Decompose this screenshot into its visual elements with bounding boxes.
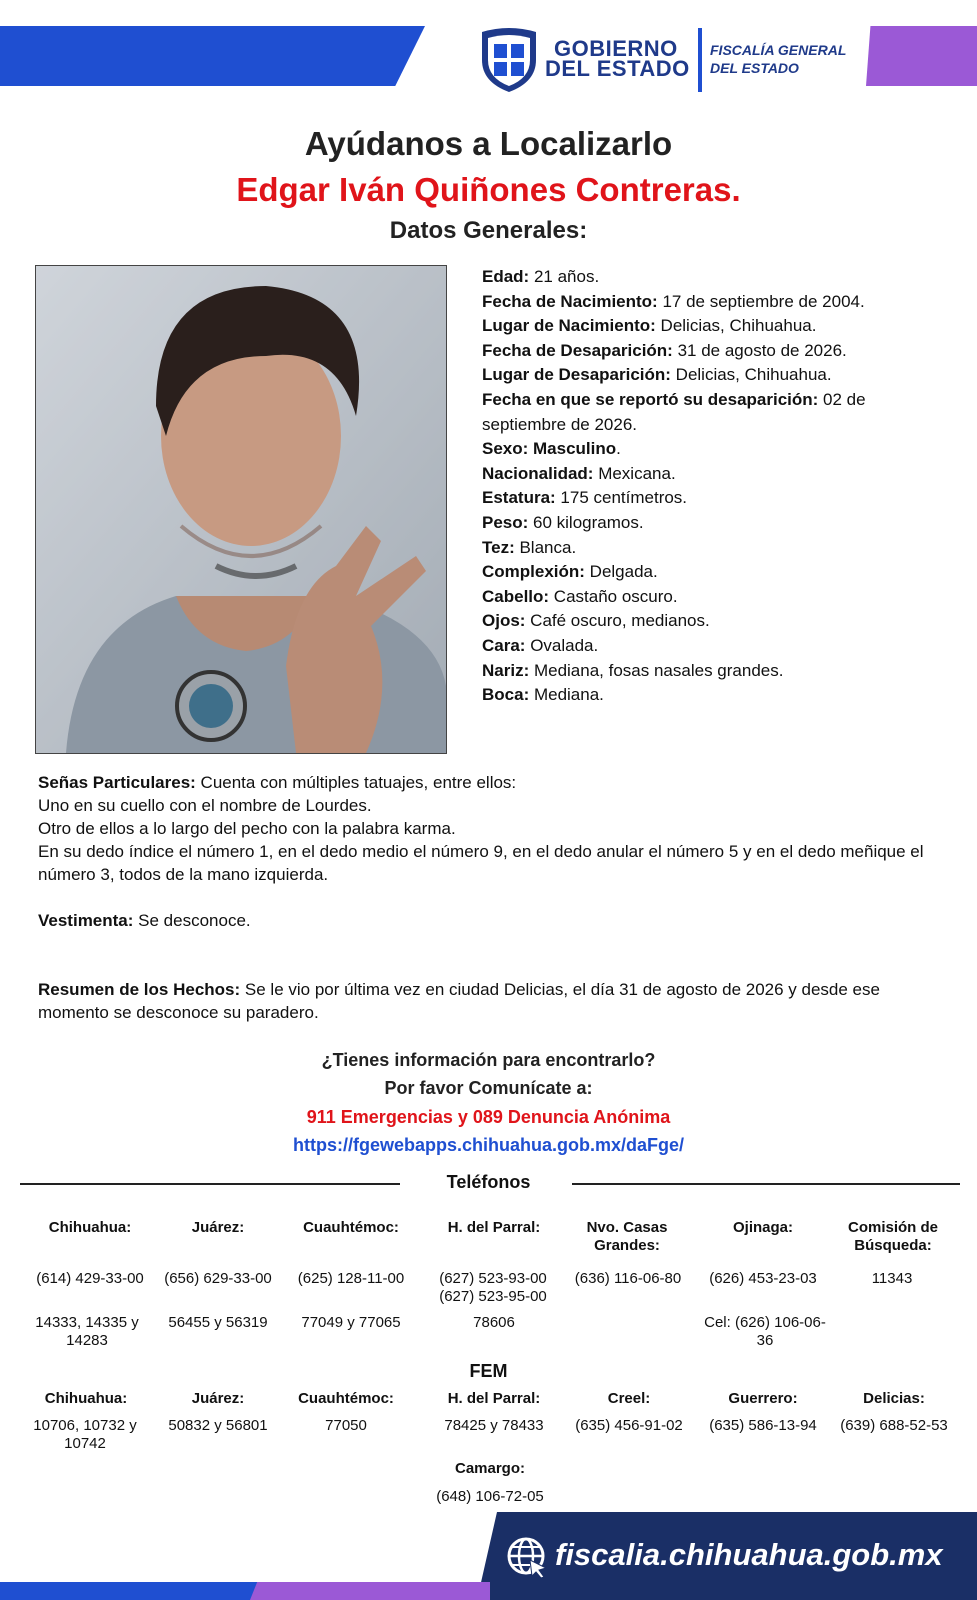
- fem-value: (639) 688-52-53: [840, 1417, 948, 1434]
- person-details: [482, 265, 952, 708]
- detail-value: Mediana, fosas nasales grandes.: [529, 660, 784, 680]
- globe-cursor-icon: [506, 1536, 548, 1578]
- fiscalia-line1: FISCALÍA GENERAL: [710, 42, 847, 58]
- detail-row: [482, 265, 952, 290]
- detail-label: Boca:: [482, 685, 530, 705]
- detail-label: Fecha de Nacimiento:: [482, 291, 658, 311]
- detail-label: Lugar de Nacimiento:: [482, 316, 656, 336]
- detail-label: Estatura:: [482, 488, 556, 508]
- senas-line4: En su dedo índice el número 1, en el dedo medio el número 9, en el dedo anular el número 5 y en el dedo meñique el número 3, todos de la mano izquierda.: [38, 842, 924, 884]
- detail-row: [482, 560, 952, 585]
- phone-city: Juárez:: [191, 1219, 245, 1236]
- detail-row: [482, 609, 952, 634]
- detail-value: 02 de septiembre de 2026.: [482, 389, 866, 434]
- fem-heading: FEM: [469, 1361, 508, 1381]
- fem-city: Delicias:: [863, 1390, 925, 1407]
- fem-city: Guerrero:: [728, 1390, 798, 1407]
- fem-value: 50832 y 56801: [168, 1417, 268, 1434]
- phone-city: Chihuahua:: [48, 1219, 132, 1236]
- fem-value: (648) 106-72-05: [436, 1488, 544, 1505]
- fem-city: Camargo:: [454, 1460, 525, 1477]
- detail-value: Delicias, Chihuahua.: [670, 365, 832, 385]
- phone-extension: 56455 y 56319: [168, 1314, 268, 1331]
- missing-person-name: Edgar Iván Quiñones Contreras.: [236, 171, 741, 208]
- fem-value: 77050: [325, 1417, 367, 1434]
- senas-line2: Uno en su cuello con el nombre de Lourdes.: [38, 796, 372, 815]
- phone-number: (614) 429-33-00: [36, 1270, 144, 1287]
- summary: [38, 978, 948, 1024]
- fem-city: Cuauhtémoc:: [298, 1390, 394, 1407]
- detail-value: Café oscuro, medianos.: [525, 611, 710, 631]
- phone-number: (626) 453-23-03: [709, 1270, 817, 1287]
- bottom-purple-band: [250, 1582, 490, 1600]
- detail-row: [482, 363, 952, 388]
- detail-label: Peso:: [482, 512, 529, 532]
- detail-value: Delicias, Chihuahua.: [655, 316, 817, 336]
- detail-label: Fecha en que se reportó su desaparición:: [482, 389, 819, 409]
- phone-number: (625) 128-11-00: [297, 1270, 405, 1287]
- detail-label: Tez:: [482, 537, 515, 557]
- distinguishing-marks: [38, 771, 948, 886]
- phone-city: Comisión de Búsqueda:: [847, 1219, 938, 1254]
- header-purple-band: [866, 26, 977, 86]
- fem-value: 78425 y 78433: [444, 1417, 544, 1434]
- fem-value: (635) 456-91-02: [575, 1417, 683, 1434]
- resumen-label: Resumen de los Hechos:: [38, 980, 241, 999]
- gov-line2: DEL ESTADO: [545, 56, 690, 81]
- detail-label: Cabello:: [482, 586, 550, 606]
- senas-label: Señas Particulares:: [38, 773, 196, 792]
- detail-label: Edad:: [482, 267, 530, 286]
- section-subtitle: Datos Generales:: [389, 217, 588, 244]
- bottom-blue-band: [0, 1582, 260, 1600]
- phone-extension: 14333, 14335 y 14283: [35, 1314, 139, 1349]
- page-title: Ayúdanos a Localizarlo: [304, 125, 673, 162]
- detail-row: [482, 536, 952, 561]
- detail-row: [482, 683, 952, 708]
- fem-value: 10706, 10732 y 10742: [33, 1417, 137, 1452]
- header-divider: [698, 28, 702, 92]
- senas-line1: Cuenta con múltiples tatuajes, entre ellos:: [195, 773, 517, 792]
- detail-row: [482, 339, 952, 364]
- fiscalia-line2: DEL ESTADO: [710, 60, 799, 76]
- detail-label: Nariz:: [482, 660, 530, 680]
- phone-city: Nvo. Casas Grandes:: [586, 1219, 668, 1254]
- fem-city: H. del Parral:: [447, 1390, 541, 1407]
- clothing: [38, 909, 948, 932]
- state-shield-logo: [478, 26, 540, 94]
- detail-value: 175 centímetros.: [555, 488, 688, 508]
- detail-row: [482, 314, 952, 339]
- fem-city: Creel:: [607, 1390, 651, 1407]
- detail-row: [482, 634, 952, 659]
- report-link[interactable]: https://fgewebapps.chihuahua.gob.mx/daFge/: [292, 1135, 685, 1155]
- phone-extension: Cel: (626) 106-06-36: [704, 1314, 826, 1349]
- phone-extension: 78606: [473, 1314, 515, 1331]
- phone-number: (627) 523-93-00 (627) 523-95-00: [439, 1270, 547, 1305]
- detail-row: [482, 659, 952, 684]
- detail-value: 21 años.: [529, 267, 600, 286]
- resumen-value: Se le vio por última vez en ciudad Delicias, el día 31 de agosto de 2026 y desde ese momento se desconoce su paradero.: [38, 980, 880, 1022]
- phone-city: H. del Parral:: [447, 1219, 541, 1236]
- detail-row: [482, 585, 952, 610]
- fem-city: Chihuahua:: [44, 1390, 128, 1407]
- phone-number: (636) 116-06-80: [574, 1270, 682, 1287]
- vestimenta-value: Se desconoce.: [133, 911, 251, 930]
- detail-row: [482, 388, 952, 437]
- phone-number: 11343: [871, 1270, 913, 1287]
- detail-label: Nacionalidad:: [482, 463, 594, 483]
- detail-value: Mexicana.: [593, 463, 676, 483]
- phone-number: (656) 629-33-00: [164, 1270, 272, 1287]
- senas-line3: Otro de ellos a lo largo del pecho con la palabra karma.: [38, 819, 456, 838]
- detail-label: Fecha de Desaparición:: [482, 340, 673, 360]
- phones-heading: Teléfonos: [446, 1172, 531, 1192]
- detail-value: Delgada.: [584, 562, 658, 582]
- fem-value: (635) 586-13-94: [709, 1417, 817, 1434]
- detail-row: [482, 486, 952, 511]
- detail-row: [482, 437, 952, 462]
- detail-value: Ovalada.: [525, 635, 599, 655]
- detail-row: [482, 511, 952, 536]
- detail-value: 60 kilogramos.: [528, 512, 644, 532]
- fem-city: Juárez:: [191, 1390, 245, 1407]
- person-photo: [35, 265, 447, 754]
- phone-city: Cuauhtémoc:: [303, 1219, 399, 1236]
- detail-value: Mediana.: [529, 685, 604, 705]
- detail-label: Complexión:: [482, 562, 585, 582]
- detail-row: [482, 462, 952, 487]
- detail-label: Cara:: [482, 635, 526, 655]
- detail-value: 17 de septiembre de 2004.: [657, 291, 865, 311]
- contact-please: Por favor Comunícate a:: [384, 1078, 593, 1098]
- website-link[interactable]: fiscalia.chihuahua.gob.mx: [555, 1537, 943, 1572]
- phone-extension: 77049 y 77065: [301, 1314, 401, 1331]
- detail-value: .: [616, 439, 621, 459]
- detail-value: 31 de agosto de 2026.: [672, 340, 847, 360]
- vestimenta-label: Vestimenta:: [38, 911, 134, 930]
- detail-value: Castaño oscuro.: [549, 586, 678, 606]
- phone-city: Ojinaga:: [732, 1219, 793, 1236]
- gov-line1: GOBIERNO: [554, 36, 678, 61]
- detail-label: Lugar de Desaparición:: [482, 365, 671, 385]
- header-blue-band: [0, 26, 425, 86]
- emergency-numbers: 911 Emergencias y 089 Denuncia Anónima: [306, 1107, 671, 1127]
- detail-label: Ojos:: [482, 611, 526, 631]
- contact-question: ¿Tienes información para encontrarlo?: [321, 1050, 656, 1070]
- detail-label: Sexo: Masculino: [482, 439, 617, 459]
- detail-row: [482, 290, 952, 315]
- detail-value: Blanca.: [514, 537, 577, 557]
